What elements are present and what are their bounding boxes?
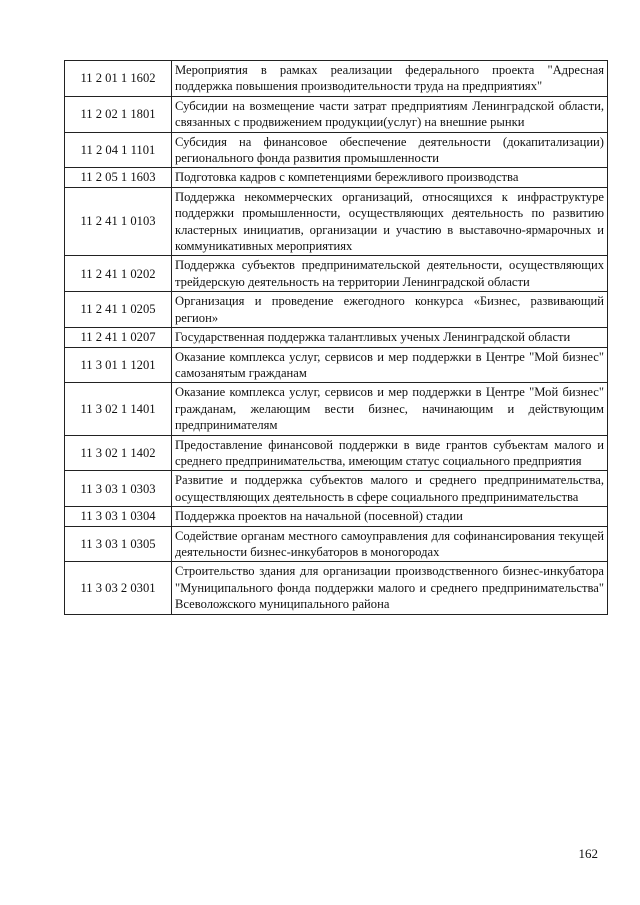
row-description: Подготовка кадров с компетенциями бережливого производства xyxy=(172,168,608,187)
row-code: 11 2 02 1 1801 xyxy=(65,96,172,132)
row-code: 11 2 04 1 1101 xyxy=(65,132,172,168)
row-code: 11 2 41 1 0103 xyxy=(65,187,172,256)
row-description: Государственная поддержка талантливых ученых Ленинградской области xyxy=(172,328,608,347)
row-description: Содействие органам местного самоуправления для софинансирования текущей деятельности бизнес-инкубаторов в моногородах xyxy=(172,526,608,562)
budget-codes-table xyxy=(64,60,608,615)
table-row xyxy=(65,292,608,328)
row-code: 11 3 01 1 1201 xyxy=(65,347,172,383)
row-description: Предоставление финансовой поддержки в виде грантов субъектам малого и среднего предпринимательства, имеющим статус социального предприятия xyxy=(172,435,608,471)
row-description: Субсидии на возмещение части затрат предприятиям Ленинградской области, связанных с продвижением продукции(услуг) на внешние рынки xyxy=(172,96,608,132)
table-row xyxy=(65,435,608,471)
row-code: 11 2 41 1 0207 xyxy=(65,328,172,347)
row-description: Поддержка проектов на начальной (посевной) стадии xyxy=(172,507,608,526)
table-row xyxy=(65,328,608,347)
row-code: 11 3 03 1 0305 xyxy=(65,526,172,562)
row-code: 11 3 02 1 1401 xyxy=(65,383,172,435)
row-description: Мероприятия в рамках реализации федерального проекта "Адресная поддержка повышения производительности труда на предприятиях" xyxy=(172,61,608,97)
table-row xyxy=(65,347,608,383)
row-description: Организация и проведение ежегодного конкурса «Бизнес, развивающий регион» xyxy=(172,292,608,328)
row-description: Строительство здания для организации производственного бизнес-инкубатора "Муниципального фонда поддержки малого и среднего предпринимательства" Всеволожского муниципального района xyxy=(172,562,608,614)
row-code: 11 2 01 1 1602 xyxy=(65,61,172,97)
table-row xyxy=(65,562,608,614)
row-code: 11 3 03 1 0303 xyxy=(65,471,172,507)
table-row xyxy=(65,507,608,526)
row-code: 11 3 03 2 0301 xyxy=(65,562,172,614)
row-code: 11 3 02 1 1402 xyxy=(65,435,172,471)
row-description: Оказание комплекса услуг, сервисов и мер поддержки в Центре "Мой бизнес" самозанятым гражданам xyxy=(172,347,608,383)
row-code: 11 3 03 1 0304 xyxy=(65,507,172,526)
row-code: 11 2 41 1 0205 xyxy=(65,292,172,328)
row-description: Оказание комплекса услуг, сервисов и мер поддержки в Центре "Мой бизнес" гражданам, желающим вести бизнес, начинающим и действующим предпринимателям xyxy=(172,383,608,435)
table-row xyxy=(65,168,608,187)
row-description: Поддержка субъектов предпринимательской деятельности, осуществляющих трейдерскую деятельность на территории Ленинградской области xyxy=(172,256,608,292)
row-description: Субсидия на финансовое обеспечение деятельности (докапитализации) регионального фонда развития промышленности xyxy=(172,132,608,168)
table-row xyxy=(65,471,608,507)
table-row xyxy=(65,132,608,168)
row-code: 11 2 41 1 0202 xyxy=(65,256,172,292)
row-code: 11 2 05 1 1603 xyxy=(65,168,172,187)
table-row xyxy=(65,187,608,256)
table-row xyxy=(65,526,608,562)
row-description: Поддержка некоммерческих организаций, относящихся к инфраструктуре поддержки промышленности, осуществляющих деятельность по развитию кластерных инициатив, организации и участию в выставочно-ярмарочных и коммуникативных мероприятиях xyxy=(172,187,608,256)
table-row xyxy=(65,383,608,435)
table-row xyxy=(65,61,608,97)
table-row xyxy=(65,256,608,292)
page-number: 162 xyxy=(578,846,598,861)
row-description: Развитие и поддержка субъектов малого и среднего предпринимательства, осуществляющих деятельность в сфере социального предпринимательства xyxy=(172,471,608,507)
table-row xyxy=(65,96,608,132)
